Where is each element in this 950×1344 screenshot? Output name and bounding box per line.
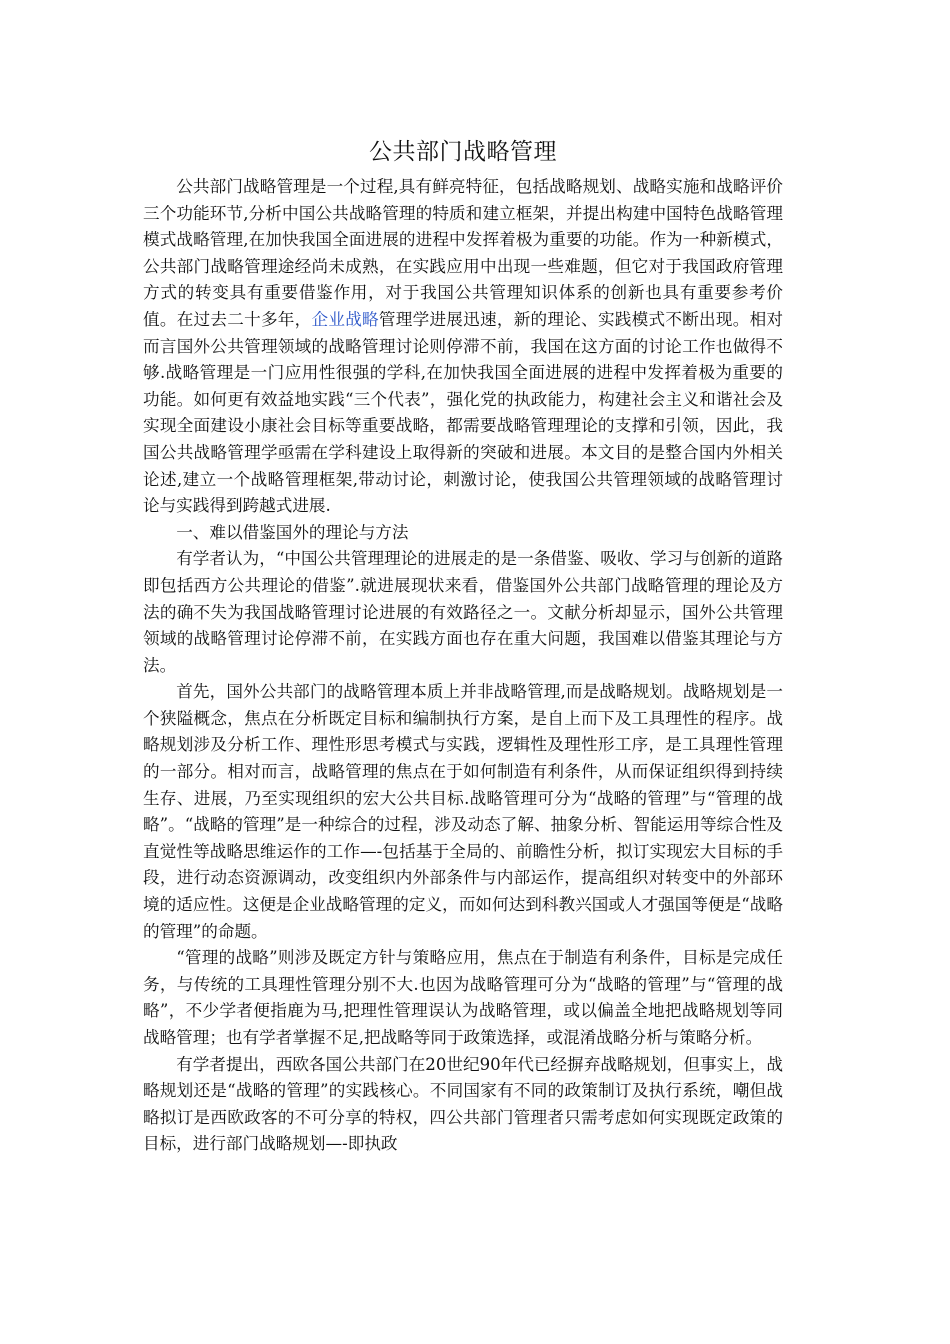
document-title: 公共部门战略管理 xyxy=(369,139,557,165)
document-page xyxy=(143,132,783,1158)
intro-text-part-2: 管理学进展迅速，新的理论、实践模式不断出现。相对而言国外公共管理领域的战略管理讨论则停滞不前，我国在这方面的讨论工作也做得不够.战略管理是一门应用性很强的学科,在加快我国全面进展的进程中发挥着极为重要的功能。如何更有效益地实践“三个代表”，强化党的执政能力，构建社会主义和谐社会及实现全面建设小康社会目标等重要战略，都需要战略管理理论的支撑和引领，因此，我国公共战略管理学亟需在学科建设上取得新的突破和进展。本文目的是整合国内外相关论述,建立一个战略管理框架,带动讨论，刺激讨论，使我国公共管理领域的战略管理讨论与实践得到跨越式进展. xyxy=(143,309,784,516)
paragraph-scholars-view: 有学者认为，“中国公共管理理论的进展走的是一条借鉴、吸收、学习与创新的道路即包括西方公共理论的借鉴”.就进展现状来看，借鉴国外公共部门战略管理的理论及方法的确不失为我国战略管理讨论进展的有效路径之一。文献分析却显示，国外公共管理领域的战略管理讨论停滞不前，在实践方面也存在重大问题，我国难以借鉴其理论与方法。 xyxy=(143,549,783,675)
paragraph-management-strategy: “管理的战略”则涉及既定方针与策略应用，焦点在于制造有利条件，目标是完成任务，与传统的工具理性管理分别不大.也因为战略管理可分为“战略的管理”与“管理的战略”，不少学者便指鹿为马,把理性管理误认为战略管理，或以偏盖全地把战略规划等同战略管理；也有学者掌握不足,把战略等同于政策选择，或混淆战略分析与策略分析。 xyxy=(143,948,783,1047)
intro-text-part-1: 公共部门战略管理是一个过程,具有鲜亮特征，包括战略规划、战略实施和战略评价三个功能环节,分析中国公共战略管理的特质和建立框架，并提出构建中国特色战略管理模式战略管理,在加快我国全面进展的进程中发挥着极为重要的功能。作为一种新模式，公共部门战略管理途经尚未成熟，在实践应用中出现一些难题，但它对于我国政府管理方式的转变具有重要借鉴作用，对于我国公共管理知识体系的创新也具有重要参考价值。在过去二十多年， xyxy=(143,177,783,329)
paragraph-firstly: 首先，国外公共部门的战略管理本质上并非战略管理,而是战略规划。战略规划是一个狭隘概念，焦点在分析既定目标和编制执行方案，是自上而下及工具理性的程序。战略规划涉及分析工作、理性形思考模式与实践，逻辑性及理性形工序，是工具理性管理的一部分。相对而言，战略管理的焦点在于如何制造有利条件，从而保证组织得到持续生存、进展，乃至实现组织的宏大公共目标.战略管理可分为“战略的管理”与“管理的战略”。“战略的管理”是一种综合的过程，涉及动态了解、抽象分析、智能运用等综合性及直觉性等战略思维运作的工作—-包括基于全局的、前瞻性分析，拟订实现宏大目标的手段，进行动态资源调动，改变组织内外部条件与内部运作，提高组织对转变中的外部环境的适应性。这便是企业战略管理的定义，而如何达到科教兴国或人才强国等便是“战略的管理”的命题。 xyxy=(143,682,783,941)
section-heading: 一、难以借鉴国外的理论与方法 xyxy=(176,522,409,542)
paragraph-western-europe: 有学者提出，西欧各国公共部门在20世纪90年代已经摒弃战略规划，但事实上，战略规划还是“战略的管理”的实践核心。不同国家有不同的政策制订及执行系统，嘲但战略拟订是西欧政客的不可分享的特权，四公共部门管理者只需考虑如何实现既定政策的目标，进行部门战略规划—-即执政 xyxy=(143,1054,783,1154)
enterprise-strategy-link[interactable]: 企业战略 xyxy=(311,309,379,329)
intro-paragraph xyxy=(143,174,783,520)
